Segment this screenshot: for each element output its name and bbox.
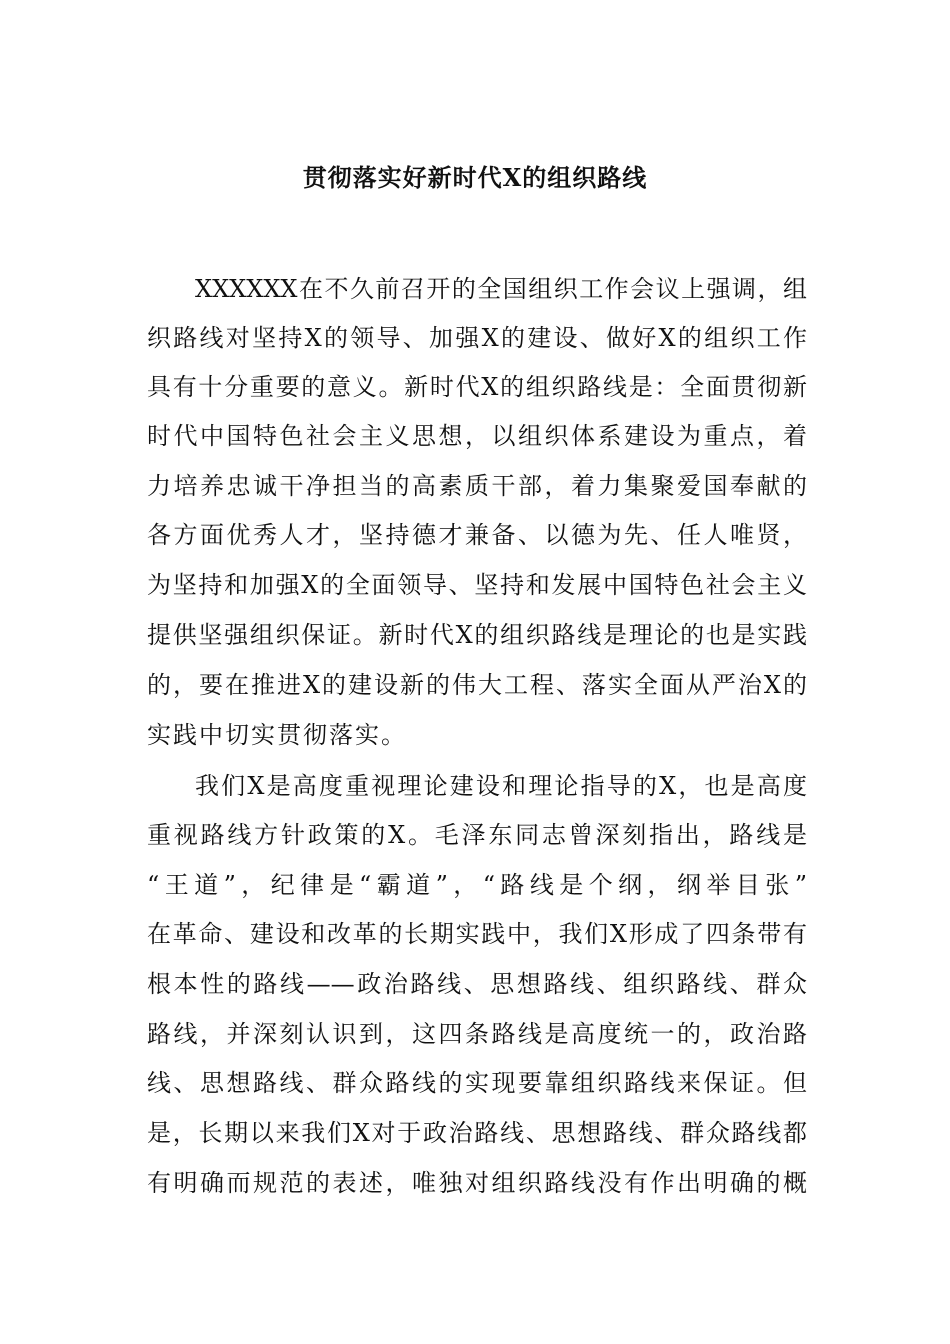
paragraph-line: XXXXXX在不久前召开的全国组织工作会议上强调，组 [195, 275, 807, 303]
paragraph-line: 实践中切实贯彻落实。 [147, 721, 407, 749]
paragraph-line: 是，长期以来我们X对于政治路线、思想路线、群众路线都 [147, 1119, 807, 1147]
paragraph-line: 提供坚强组织保证。新时代X的组织路线是理论的也是实践 [147, 621, 807, 649]
paragraph-line: 重视路线方针政策的X。毛泽东同志曾深刻指出，路线是 [147, 821, 807, 849]
paragraph-line: 路线，并深刻认识到，这四条路线是高度统一的，政治路 [147, 1020, 807, 1048]
paragraph-line: 具有十分重要的意义。新时代X的组织路线是：全面贯彻新 [147, 373, 807, 401]
paragraph-line: “王道”，纪律是“霸道”，“路线是个纲，纲举目张” [147, 871, 807, 899]
paragraph-line: 根本性的路线——政治路线、思想路线、组织路线、群众 [147, 970, 807, 998]
paragraph-line: 织路线对坚持X的领导、加强X的建设、做好X的组织工作 [147, 324, 807, 352]
paragraph-line: 时代中国特色社会主义思想，以组织体系建设为重点，着 [147, 422, 807, 450]
paragraph-line: 我们X是高度重视理论建设和理论指导的X，也是高度 [195, 772, 807, 800]
paragraph-line: 各方面优秀人才，坚持德才兼备、以德为先、任人唯贤， [147, 521, 807, 549]
paragraph-line: 为坚持和加强X的全面领导、坚持和发展中国特色社会主义 [147, 571, 807, 599]
paragraph-line: 有明确而规范的表述，唯独对组织路线没有作出明确的概 [147, 1169, 807, 1197]
paragraph-line: 的，要在推进X的建设新的伟大工程、落实全面从严治X的 [147, 671, 807, 699]
paragraph-line: 力培养忠诚干净担当的高素质干部，着力集聚爱国奉献的 [147, 472, 807, 500]
paragraph-line: 线、思想路线、群众路线的实现要靠组织路线来保证。但 [147, 1069, 807, 1097]
paragraph-line: 在革命、建设和改革的长期实践中，我们X形成了四条带有 [147, 920, 807, 948]
document-title: 贯彻落实好新时代X的组织路线 [302, 163, 648, 192]
